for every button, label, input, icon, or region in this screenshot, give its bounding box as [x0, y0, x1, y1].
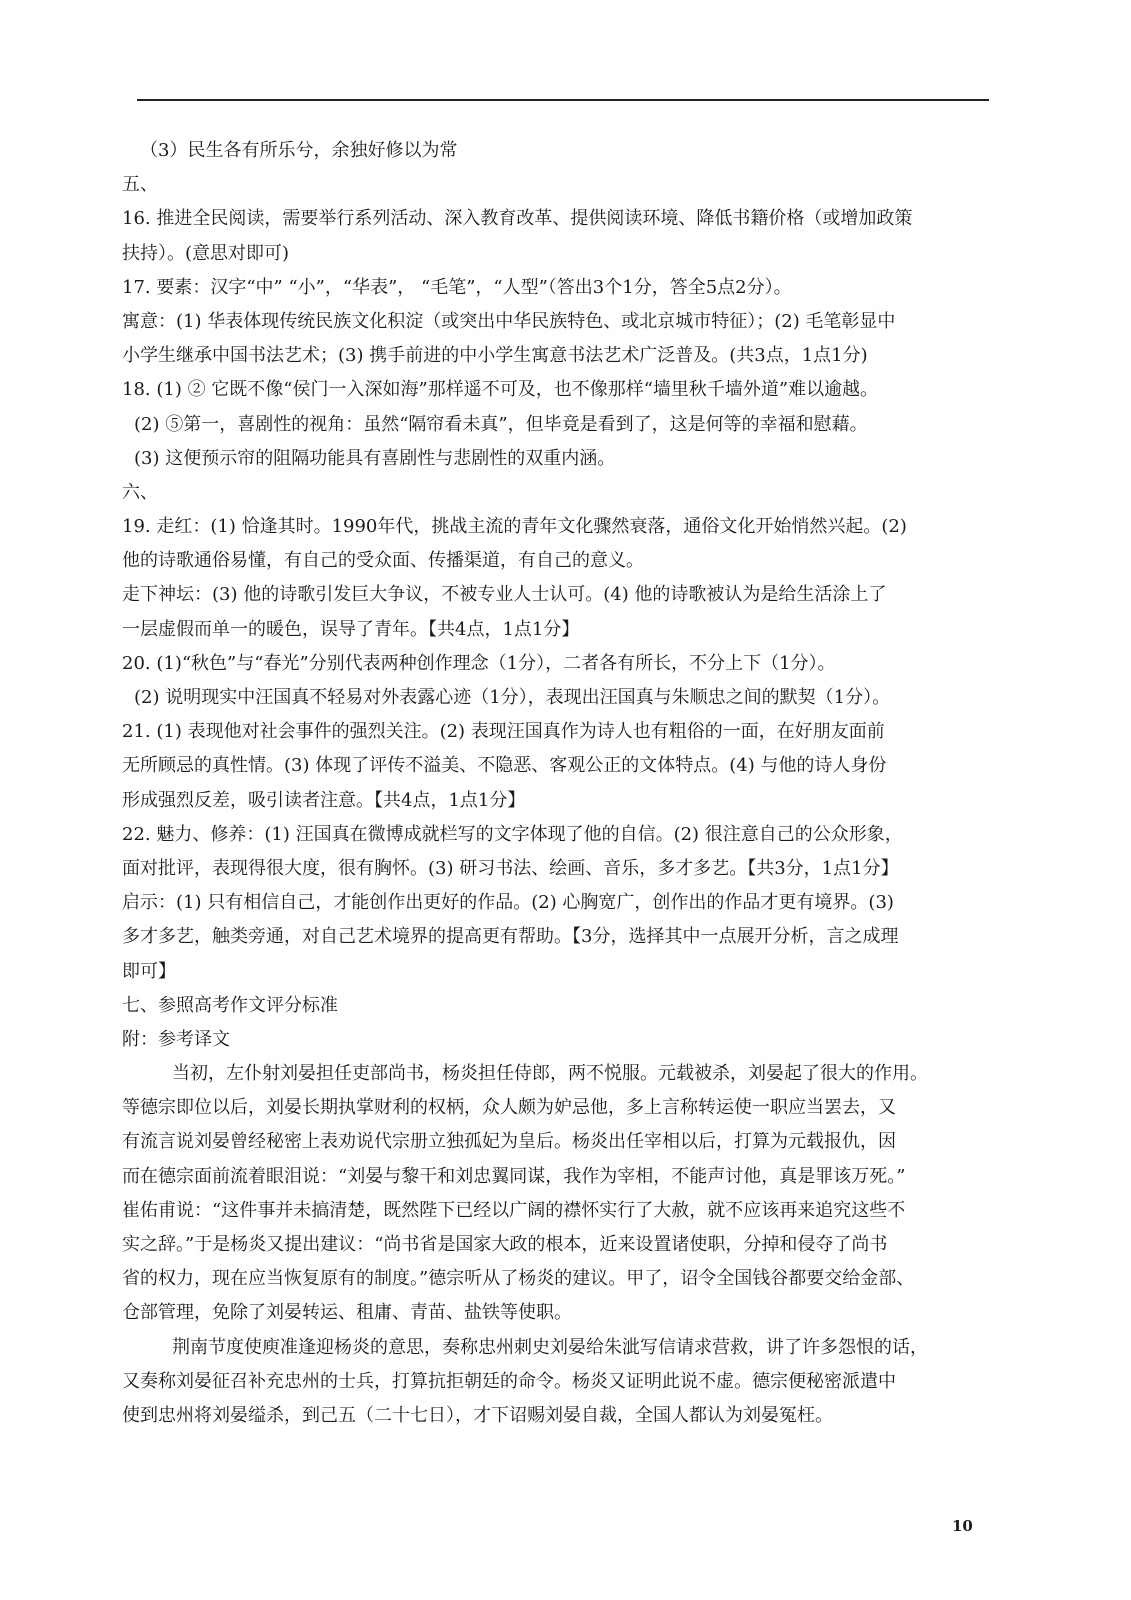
text-line: 有流言说刘晏曾经秘密上表劝说代宗册立独孤妃为皇后。杨炎出任宰相以后，打算为元载报仇，因 [122, 1131, 896, 1153]
text-line: 而在德宗面前流着眼泪说：“刘晏与黎干和刘忠翼同谋，我作为宰相，不能声讨他，真是罪该万死。” [122, 1165, 906, 1187]
text-line: 形成强烈反差，吸引读者注意。【共4点，1点1分】 [122, 789, 526, 811]
text-line: 20. (1)“秋色”与“春光”分别代表两种创作理念（1分），二者各有所长，不分上下（1分）。 [122, 652, 836, 674]
text-line: 附：参考译文 [122, 1028, 230, 1050]
document-body [122, 134, 992, 1433]
text-line: 扶持）。(意思对即可) [122, 242, 290, 264]
text-line: 等德宗即位以后，刘晏长期执掌财利的权柄，众人颇为妒忌他，多上言称转运使一职应当罢去，又 [122, 1097, 896, 1119]
text-line: (2) 说明现实中汪国真不轻易对外表露心迹（1分），表现出汪国真与朱顺忠之间的默契（1分）。 [134, 687, 891, 708]
text-line: 多才多艺，触类旁通，对自己艺术境界的提高更有帮助。【3分，选择其中一点展开分析，言之成理 [122, 926, 899, 948]
text-line: 他的诗歌通俗易懂，有自己的受众面、传播渠道，有自己的意义。 [122, 550, 644, 572]
text-line: 实之辞。”于是杨炎又提出建议：“尚书省是国家大政的根本，近来设置诸使职，分掉和侵夺了尚书 [122, 1234, 888, 1255]
text-line: 六、 [122, 481, 158, 503]
text-line: 又奏称刘晏征召补充忠州的士兵，打算抗拒朝廷的命令。杨炎又证明此说不虚。德宗便秘密派遣中 [122, 1370, 896, 1392]
text-line: 无所顾忌的真性情。(3) 体现了评传不溢美、不隐恶、客观公正的文体特点。(4) 与他的诗人身份 [122, 755, 887, 777]
page-number: 10 [952, 1517, 973, 1535]
text-line: 当初，左仆射刘晏担任吏部尚书，杨炎担任侍郎，两不悦服。元载被杀，刘晏起了很大的作用。 [172, 1063, 928, 1085]
text-line: 面对批评，表现得很大度，很有胸怀。(3) 研习书法、绘画、音乐，多才多艺。【共3分，1点1分】 [122, 857, 899, 879]
text-line: 寓意：(1) 华表体现传统民族文化积淀（或突出中华民族特色、或北京城市特征）；(2) 毛笔彰显中 [122, 310, 896, 332]
text-line: 21. (1) 表现他对社会事件的强烈关注。(2) 表现汪国真作为诗人也有粗俗的一面，在好朋友面前 [122, 721, 885, 743]
text-line: 22. 魅力、修养：(1) 汪国真在微博成就栏写的文字体现了他的自信。(2) 很注意自己的公众形象， [122, 823, 903, 845]
text-line: 荆南节度使庾准逢迎杨炎的意思，奏称忠州刺史刘晏给朱泚写信请求营救，讲了许多怨恨的话， [172, 1336, 928, 1358]
text-line: 走下神坛：(3) 他的诗歌引发巨大争议，不被专业人士认可。(4) 他的诗歌被认为是给生活涂上了 [122, 584, 887, 606]
text-line: （3）民生各有所乐兮，余独好修以为常 [140, 140, 458, 161]
text-line: 16. 推进全民阅读，需要举行系列活动、深入教育改革、提供阅读环境、降低书籍价格（或增加政策 [122, 208, 913, 230]
text-line: 五、 [122, 174, 158, 196]
text-line: 小学生继承中国书法艺术；(3) 携手前进的中小学生寓意书法艺术广泛普及。(共3点，1点1分) [122, 345, 868, 367]
text-line: 18. (1) ② 它既不像“侯门一入深如海”那样遥不可及，也不像那样“墙里秋千墙外道”难以逾越。 [122, 379, 879, 401]
text-line: 一层虚假而单一的暖色，误导了青年。【共4点，1点1分】 [122, 618, 580, 640]
text-line: 崔佑甫说：“这件事并未搞清楚，既然陛下已经以广阔的襟怀实行了大赦，就不应该再来追究这些不 [122, 1199, 906, 1221]
text-line: 七、参照高考作文评分标准 [122, 994, 338, 1016]
text-line: (2) ⑤第一，喜剧性的视角：虽然“隔帘看未真”，但毕竟是看到了，这是何等的幸福和慰藉。 [134, 413, 868, 435]
text-line: 19. 走红：(1) 恰逢其时。1990年代，挑战主流的青年文化骤然衰落，通俗文化开始悄然兴起。(2) [122, 516, 907, 538]
text-line: 使到忠州将刘晏缢杀，到己五（二十七日），才下诏赐刘晏自裁，全国人都认为刘晏冤枉。 [122, 1404, 833, 1426]
header-rule [137, 99, 989, 101]
text-line: 即可】 [122, 960, 176, 982]
text-line: (3) 这便预示帘的阻隔功能具有喜剧性与悲剧性的双重内涵。 [134, 447, 616, 469]
text-line: 启示：(1) 只有相信自己，才能创作出更好的作品。(2) 心胸宽广，创作出的作品才更有境界。(3) [122, 892, 894, 914]
text-line: 省的权力，现在应当恢复原有的制度。”德宗听从了杨炎的建议。甲了，诏令全国钱谷都要交给金部、 [122, 1268, 915, 1290]
text-line: 仓部管理，免除了刘晏转运、租庸、青苗、盐铁等使职。 [122, 1302, 572, 1324]
text-line: 17. 要素：汉字“中” “小”，“华表”， “毛笔”，“人型”（答出3个1分，答全5点2分）。 [122, 276, 792, 298]
